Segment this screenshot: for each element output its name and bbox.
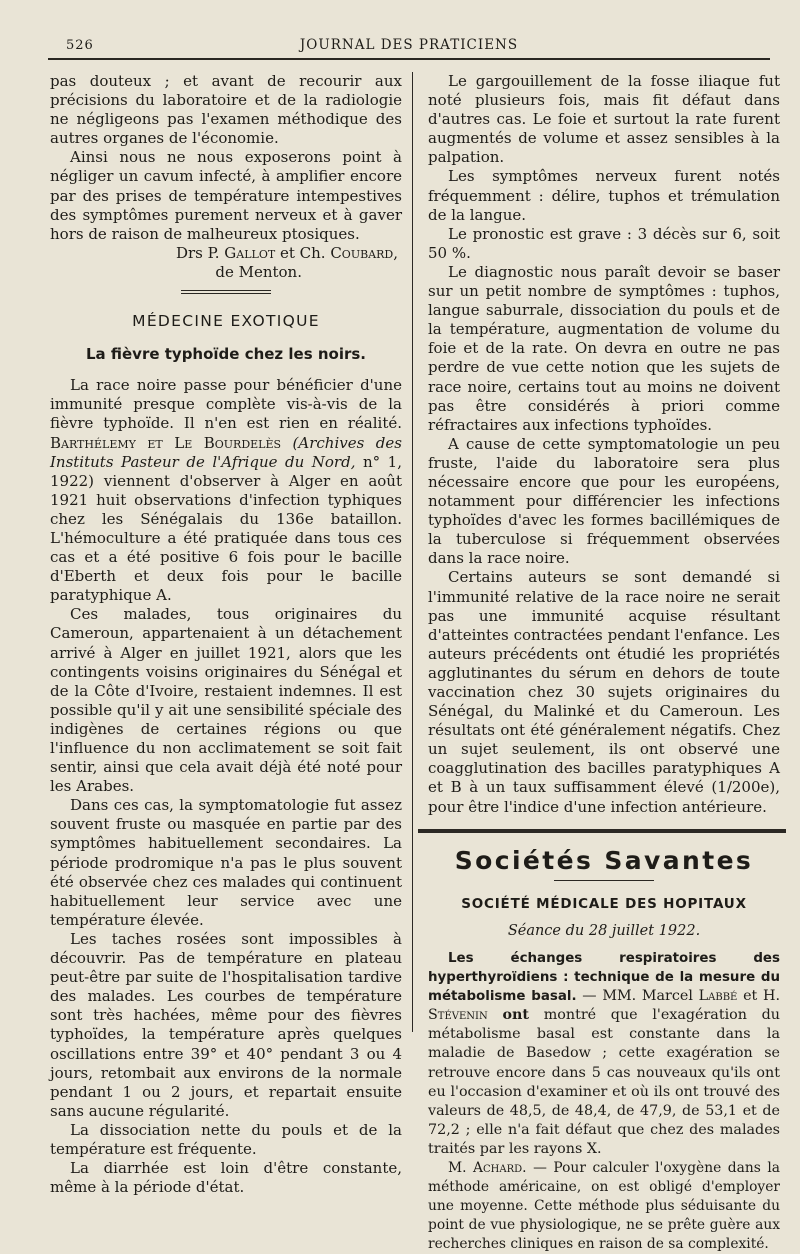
article-paragraph-5: La dissociation nette du pouls et de la température est fréquente. (50, 1120, 402, 1158)
thick-rule-divider (418, 829, 786, 833)
double-rule-divider (181, 290, 271, 294)
author1-name: Gallot (224, 243, 276, 262)
right-paragraph-4: Le diagnostic nous paraît devoir se baser sur un petit nombre de symptômes : tuphos, langue saburrale, dissociation du pouls et de la température, augmentation de volume du foie et de la rate. On devra en outre ne pas perdre de vue cette notion que les sujets de race noire, certains tout au moins ne doivent pas être considérés à priori comme réfractaires aux infections typhoïdes. (428, 262, 780, 434)
report-text-b: et H. (743, 988, 780, 1005)
intro-paragraph-1: pas douteux ; et avant de recourir aux précisions du laboratoire et de la radiologie ne négligeons pas l'examen méthodique des autres organes de l'économie. (50, 72, 402, 148)
report-author-a: Labbé (698, 988, 738, 1005)
right-paragraph-3: Le pronostic est grave : 3 décès sur 6, soit 50 %. (428, 224, 780, 262)
cited-source: (Archives des Instituts Pasteur de l'Afrique du Nord, (50, 433, 402, 471)
report-lead-title: Les échanges respiratoires des hyperthyroïdiens : technique de la mesure du métabolisme basal. (428, 950, 780, 1005)
right-column (428, 72, 780, 1254)
article-title: La fièvre typhoïde chez les noirs. (85, 345, 367, 364)
page-number: 526 (66, 38, 94, 53)
report-paragraph-1 (428, 949, 780, 1159)
author2-initial: Ch. (299, 243, 326, 262)
signature-conjunction: et (279, 243, 295, 262)
report-author-b: Stévenin (428, 1007, 488, 1024)
author2-name: Coubard, (330, 243, 398, 262)
right-paragraph-6: Certains auteurs se sont demandé si l'immunité relative de la race noire ne serait pas une immunité acquise résultant d'atteintes contractées pendant l'enfance. Les auteurs précédents ont étudié les propriétés agglutinantes du sérum en dehors de toute vaccination chez 30 sujets originaires du Sénégal, du Malinké et du Cameroun. Les résultats ont été généralement négatifs. Chez un sujet seulement, ils ont observé une coagglutination des bacilles paratyphiques A et B à un taux suffisamment élevé (1/200e), pour être l'indice d'une infection antérieure. (428, 568, 780, 816)
left-column (50, 72, 402, 1197)
article-paragraph-6: La diarrhée est loin d'être constante, même à la période d'état. (50, 1159, 402, 1197)
cited-authors: Barthélemy et Le Bourdelès (50, 433, 282, 452)
p1-text-a: La race noire passe pour bénéficier d'une immunité presque complète vis-à-vis de la fièvre typhoïde. Il n'en est rien en réalité. (50, 376, 402, 433)
signature-prefix: Drs (175, 243, 203, 262)
session-date: Séance du 28 juillet 1922. (507, 922, 701, 939)
intro-paragraph-2: Ainsi nous ne nous exposerons point à négliger un cavum infecté, à amplifier encore par des prises de température intempestives des symptômes purement nerveux et à gaver hors de raison de malheureux ptosiques. (50, 148, 402, 243)
article-paragraph-3: Dans ces cas, la symptomatologie fut assez souvent fruste ou masquée en partie par des symptômes habituellement secondaires. La période prodromique n'a pas le plus souvent été observée chez ces malades qui continuent habituellement leur service avec une température élevée. (50, 796, 402, 929)
society-report (428, 949, 780, 1254)
report2-prefix: M. (448, 1159, 467, 1176)
society-title: SOCIÉTÉ MÉDICALE DES HOPITAUX (461, 895, 747, 912)
signature-place: de Menton. (215, 262, 302, 281)
right-paragraph-1: Le gargouillement de la fosse iliaque fut noté plusieurs fois, mais fit défaut dans d'autres cas. Le foie et surtout la rate furent augmentés de volume et assez sensibles à la palpation. (428, 72, 780, 167)
report2-author: Achard. (473, 1159, 527, 1176)
report-lead-dash: — (576, 988, 597, 1005)
report2-body: — Pour calculer l'oxygène dans la méthode américaine, on est obligé d'employer une moyenne. Cette méthode plus séduisante du point de vue physiologique, ne se prête guère aux recherches cliniques en raison de sa complexité. (428, 1159, 780, 1253)
author-signature (50, 244, 402, 263)
report-verb: ont (502, 1007, 529, 1024)
article-paragraph-1 (50, 376, 402, 605)
report-paragraph-2 (428, 1159, 780, 1254)
article-paragraph-4: Les taches rosées sont impossibles à découvrir. Pas de température en plateau peut-être par suite de l'hospitalisation tardive des malades. Les courbes de température sont très hachées, même pour des fièvres typhoïdes, la température après quelques oscillations entre 39° et 40° pendant 3 ou 4 jours, retombait aux environs de la normale pendant 1 ou 2 jours, et repartait ensuite sans aucune régularité. (50, 929, 402, 1120)
p1-text-b: n° 1, 1922) viennent d'observer à Alger en août 1921 huit observations d'infection typhiques chez les Sénégalais du 136e bataillon. L'hémoculture a été pratiquée dans tous ces cas et a été positive 6 fois pour le bacille d'Eberth et deux fois pour le bacille paratyphique A. (50, 452, 402, 605)
column-divider (412, 72, 413, 1032)
section-heading-medecine-exotique: MÉDECINE EXOTIQUE (132, 312, 320, 331)
right-paragraph-5: A cause de cette symptomatologie un peu fruste, l'aide du laboratoire sera plus nécessaire encore que pour les européens, notamment pour différencier les infections typhoïdes d'avec les formes bacillémiques de la tuberculose si fréquemment observées dans la race noire. (428, 434, 780, 568)
report-body: montré que l'exagération du métabolisme basal est constante dans la maladie de Basedow ; cette exagération se retrouve encore dans 5 cas nouveaux qu'ils ont eu l'occasion d'examiner et où ils ont trouvé des valeurs de 48,5, de 48,4, de 47,9, de 53,1 et de 72,2 ; elle n'a fait défaut que chez des malades traités par les rayons X. (428, 1007, 781, 1157)
running-head (48, 36, 770, 60)
journal-title: JOURNAL DES PRATICIENS (299, 37, 519, 53)
right-paragraph-2: Les symptômes nerveux furent notés fréquemment : délire, tuphos et trémulation de la langue. (428, 167, 780, 224)
report-text-a: MM. Marcel (602, 988, 693, 1005)
author1-initial: P. (207, 243, 220, 262)
section-heading-societes-savantes: Sociétés Savantes (454, 845, 754, 875)
article-paragraph-2: Ces malades, tous originaires du Cameroun, appartenaient à un détachement arrivé à Alger en juillet 1921, alors que les contingents voisins originaires du Sénégal et de la Côte d'Ivoire, restaient indemnes. Il est possible qu'il y ait une sensibilité spéciale des indigènes de certaines régions ou que l'influence du non acclimatement se soit fait sentir, ainsi que cela avait déjà été noté pour les Arabes. (50, 605, 402, 796)
short-rule-divider (554, 880, 654, 881)
